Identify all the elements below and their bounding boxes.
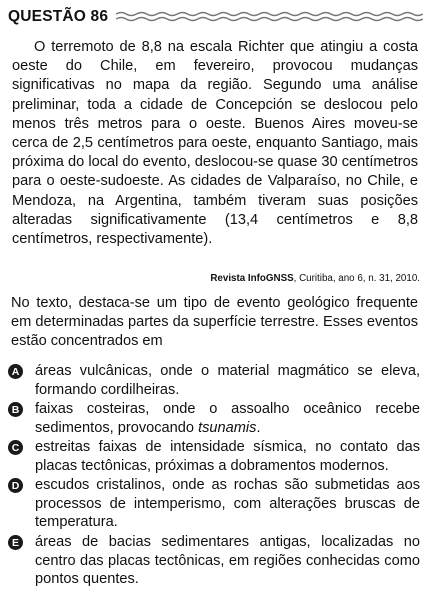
option-e-text: áreas de bacias sedimentares antigas, localizadas no centro das placas tectônicas, em regiões conhecidas como pontos quentes. <box>35 534 420 588</box>
option-a-text: áreas vulcânicas, onde o material magmático se eleva, formando cordilheiras. <box>35 363 420 398</box>
option-a-badge: A <box>8 364 23 379</box>
passage-paragraph: O terremoto de 8,8 na escala Richter que atingiu a costa oeste do Chile, em fevereiro, provocou mudanças significativas no mapa da região. Segundo uma análise preliminar, toda a cidade de Concepción se deslocou pelo menos três metros para o oeste. Buenos Aires moveu-se cerca de 2,5 centímetros para oeste, enquanto Santiago, mais próxima do local do evento, deslocou-se quase 30 centímetros para o oeste-sudoeste. As cidades de Valparaíso, no Chile, e Mendoza, na Argentina, também tiveram suas posições alteradas significativamente (13,4 centímetros e 8,8 centímetros, respectivamente). <box>12 39 418 248</box>
option-a[interactable] <box>8 362 420 399</box>
question-title: QUESTÃO 86 <box>8 8 109 25</box>
option-d[interactable] <box>8 476 420 532</box>
option-c[interactable] <box>8 438 420 475</box>
option-d-badge: D <box>8 478 23 493</box>
source-details: , Curitiba, ano 6, n. 31, 2010. <box>293 273 420 284</box>
source-name: Revista InfoGNSS <box>210 273 294 284</box>
option-b-text-end: . <box>256 419 261 436</box>
question-prompt: No texto, destaca-se um tipo de evento geológico frequente em determinadas partes da superfície terrestre. Esses eventos estão concentrados em <box>11 295 418 350</box>
option-c-badge: C <box>8 440 23 455</box>
question-header <box>8 6 423 28</box>
passage-text-block <box>12 38 418 249</box>
option-d-text: escudos cristalinos, onde as rochas são submetidas aos processos de intemperismo, com alterações bruscas de temperatura. <box>35 477 420 531</box>
option-e-badge: E <box>8 535 23 550</box>
wave-divider-icon <box>116 11 423 23</box>
option-e[interactable] <box>8 533 420 589</box>
option-b-text-italic: tsunamis <box>198 419 257 436</box>
source-citation <box>210 273 420 284</box>
option-b-text-main: faixas costeiras, onde o assoalho oceânico recebe sedimentos, provocando <box>35 401 420 436</box>
option-b[interactable] <box>8 400 420 437</box>
option-b-badge: B <box>8 402 23 417</box>
option-b-text <box>35 400 420 437</box>
option-c-text: estreitas faixas de intensidade sísmica, no contato das placas tectônicas, próximas a dobramentos modernos. <box>35 439 420 474</box>
